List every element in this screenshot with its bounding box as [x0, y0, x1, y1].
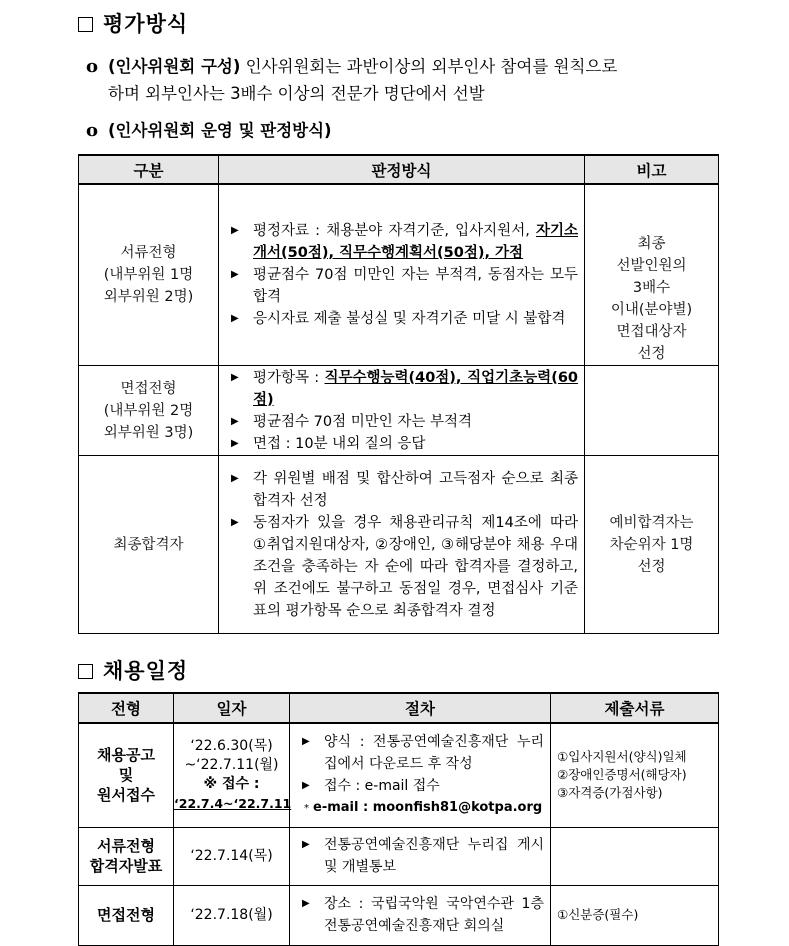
square-bullet-icon	[78, 664, 93, 679]
list-item: ▶ 양식 : 전통공연예술진흥재단 누리집에서 다운로드 후 작성	[302, 731, 544, 775]
header-category: 구분	[79, 155, 219, 184]
row-documents: ①입사지원서(양식)일체 ②장애인증명서(해당자) ③자격증(가점사항)	[551, 723, 719, 827]
row-procedure	[290, 827, 551, 885]
list-item: ▶ 전통공연예술진흥재단 누리집 게시 및 개별통보	[302, 834, 544, 878]
recruitment-schedule-table	[78, 692, 719, 946]
list-item: ▶ 평균점수 70점 미만인 자는 부적격	[231, 411, 578, 433]
row-documents	[551, 827, 719, 885]
list-item: ▶ 면접 : 10분 내외 질의 응답	[231, 433, 578, 455]
list-item: ▶ 응시자료 제출 불성실 및 자격기준 미달 시 불합격	[231, 308, 578, 330]
table-row	[79, 827, 719, 885]
row-method	[219, 366, 585, 456]
table-row	[79, 456, 719, 634]
list-item: ▶ 동점자가 있을 경우 채용관리규칙 제14조에 따라 ①취업지원대상자, ②장애인, ③해당분야 채용 우대조건을 충족하는 자 순에 따라 합격자를 결정하고, 위 조건에도 불구하고 동점일 경우, 면접심사 기준표의 평가항목 순으로 최종합격자 결정	[231, 512, 578, 622]
header-date: 일자	[174, 693, 290, 723]
table-row	[79, 885, 719, 945]
committee-composition-paragraph: o (인사위원회 구성) 인사위원회는 과반이상의 외부인사 참여를 원칙으로 하며 외부인사는 3배수 이상의 전문가 명단에서 선발	[108, 53, 720, 107]
row-stage: 채용공고 및 원서접수	[79, 723, 174, 827]
row-remarks: 예비합격자는 차순위자 1명 선정	[585, 456, 719, 634]
row-category: 면접전형 (내부위원 2명 외부위원 3명)	[79, 366, 219, 456]
header-documents: 제출서류	[551, 693, 719, 723]
row-remarks: 최종 선발인원의 3배수 이내(분야별) 면접대상자 선정	[585, 184, 719, 366]
list-item: ▶ 평가항목 : 직무수행능력(40점), 직업기초능력(60점)	[231, 367, 578, 411]
list-item: ▶ 장소 : 국립국악원 국악연수관 1층 전통공연예술진흥재단 회의실	[302, 893, 544, 937]
square-bullet-icon	[78, 17, 93, 32]
section-title-evaluation: 평가방식	[78, 8, 188, 38]
email-contact: * e-mail : moonfish81@kotpa.org	[304, 799, 543, 815]
row-category: 최종합격자	[79, 456, 219, 634]
list-item: ▶ 각 위원별 배점 및 합산하여 고득점자 순으로 최종 합격자 선정	[231, 468, 578, 512]
row-category: 서류전형 (내부위원 1명 외부위원 2명)	[79, 184, 219, 366]
list-item: ▶ 평균점수 70점 미만인 자는 부적격, 동점자는 모두 합격	[231, 264, 578, 308]
header-remarks: 비고	[585, 155, 719, 184]
row-date: ‘22.7.14(목)	[174, 827, 290, 885]
row-stage: 면접전형	[79, 885, 174, 945]
table-row	[79, 723, 719, 827]
committee-composition-label: (인사위원회 구성)	[108, 57, 241, 76]
row-procedure	[290, 885, 551, 945]
row-date: ‘22.6.30(목) ~‘22.7.11(월) ※ 접수 : ‘22.7.4~‘22.7.11	[174, 723, 290, 827]
header-method: 판정방식	[219, 155, 585, 184]
header-stage: 전형	[79, 693, 174, 723]
row-date: ‘22.7.18(월)	[174, 885, 290, 945]
committee-operation-heading: o (인사위원회 운영 및 판정방식)	[108, 117, 332, 144]
circle-bullet-icon: o	[86, 56, 99, 77]
row-remarks	[585, 366, 719, 456]
row-method	[219, 456, 585, 634]
evaluation-method-table	[78, 154, 719, 634]
circle-bullet-icon: o	[86, 120, 99, 141]
table-row	[79, 184, 719, 366]
row-method	[219, 184, 585, 366]
list-item: ▶ 평정자료 : 채용분야 자격기준, 입사지원서, 자기소개서(50점), 직무수행계획서(50점), 가점	[231, 220, 578, 264]
table-row	[79, 366, 719, 456]
header-procedure: 절차	[290, 693, 551, 723]
list-item: ▶ 접수 : e-mail 접수	[302, 775, 544, 797]
section-title-schedule: 채용일정	[78, 655, 188, 685]
row-documents: ①신분증(필수)	[551, 885, 719, 945]
row-procedure	[290, 723, 551, 827]
row-stage: 서류전형 합격자발표	[79, 827, 174, 885]
